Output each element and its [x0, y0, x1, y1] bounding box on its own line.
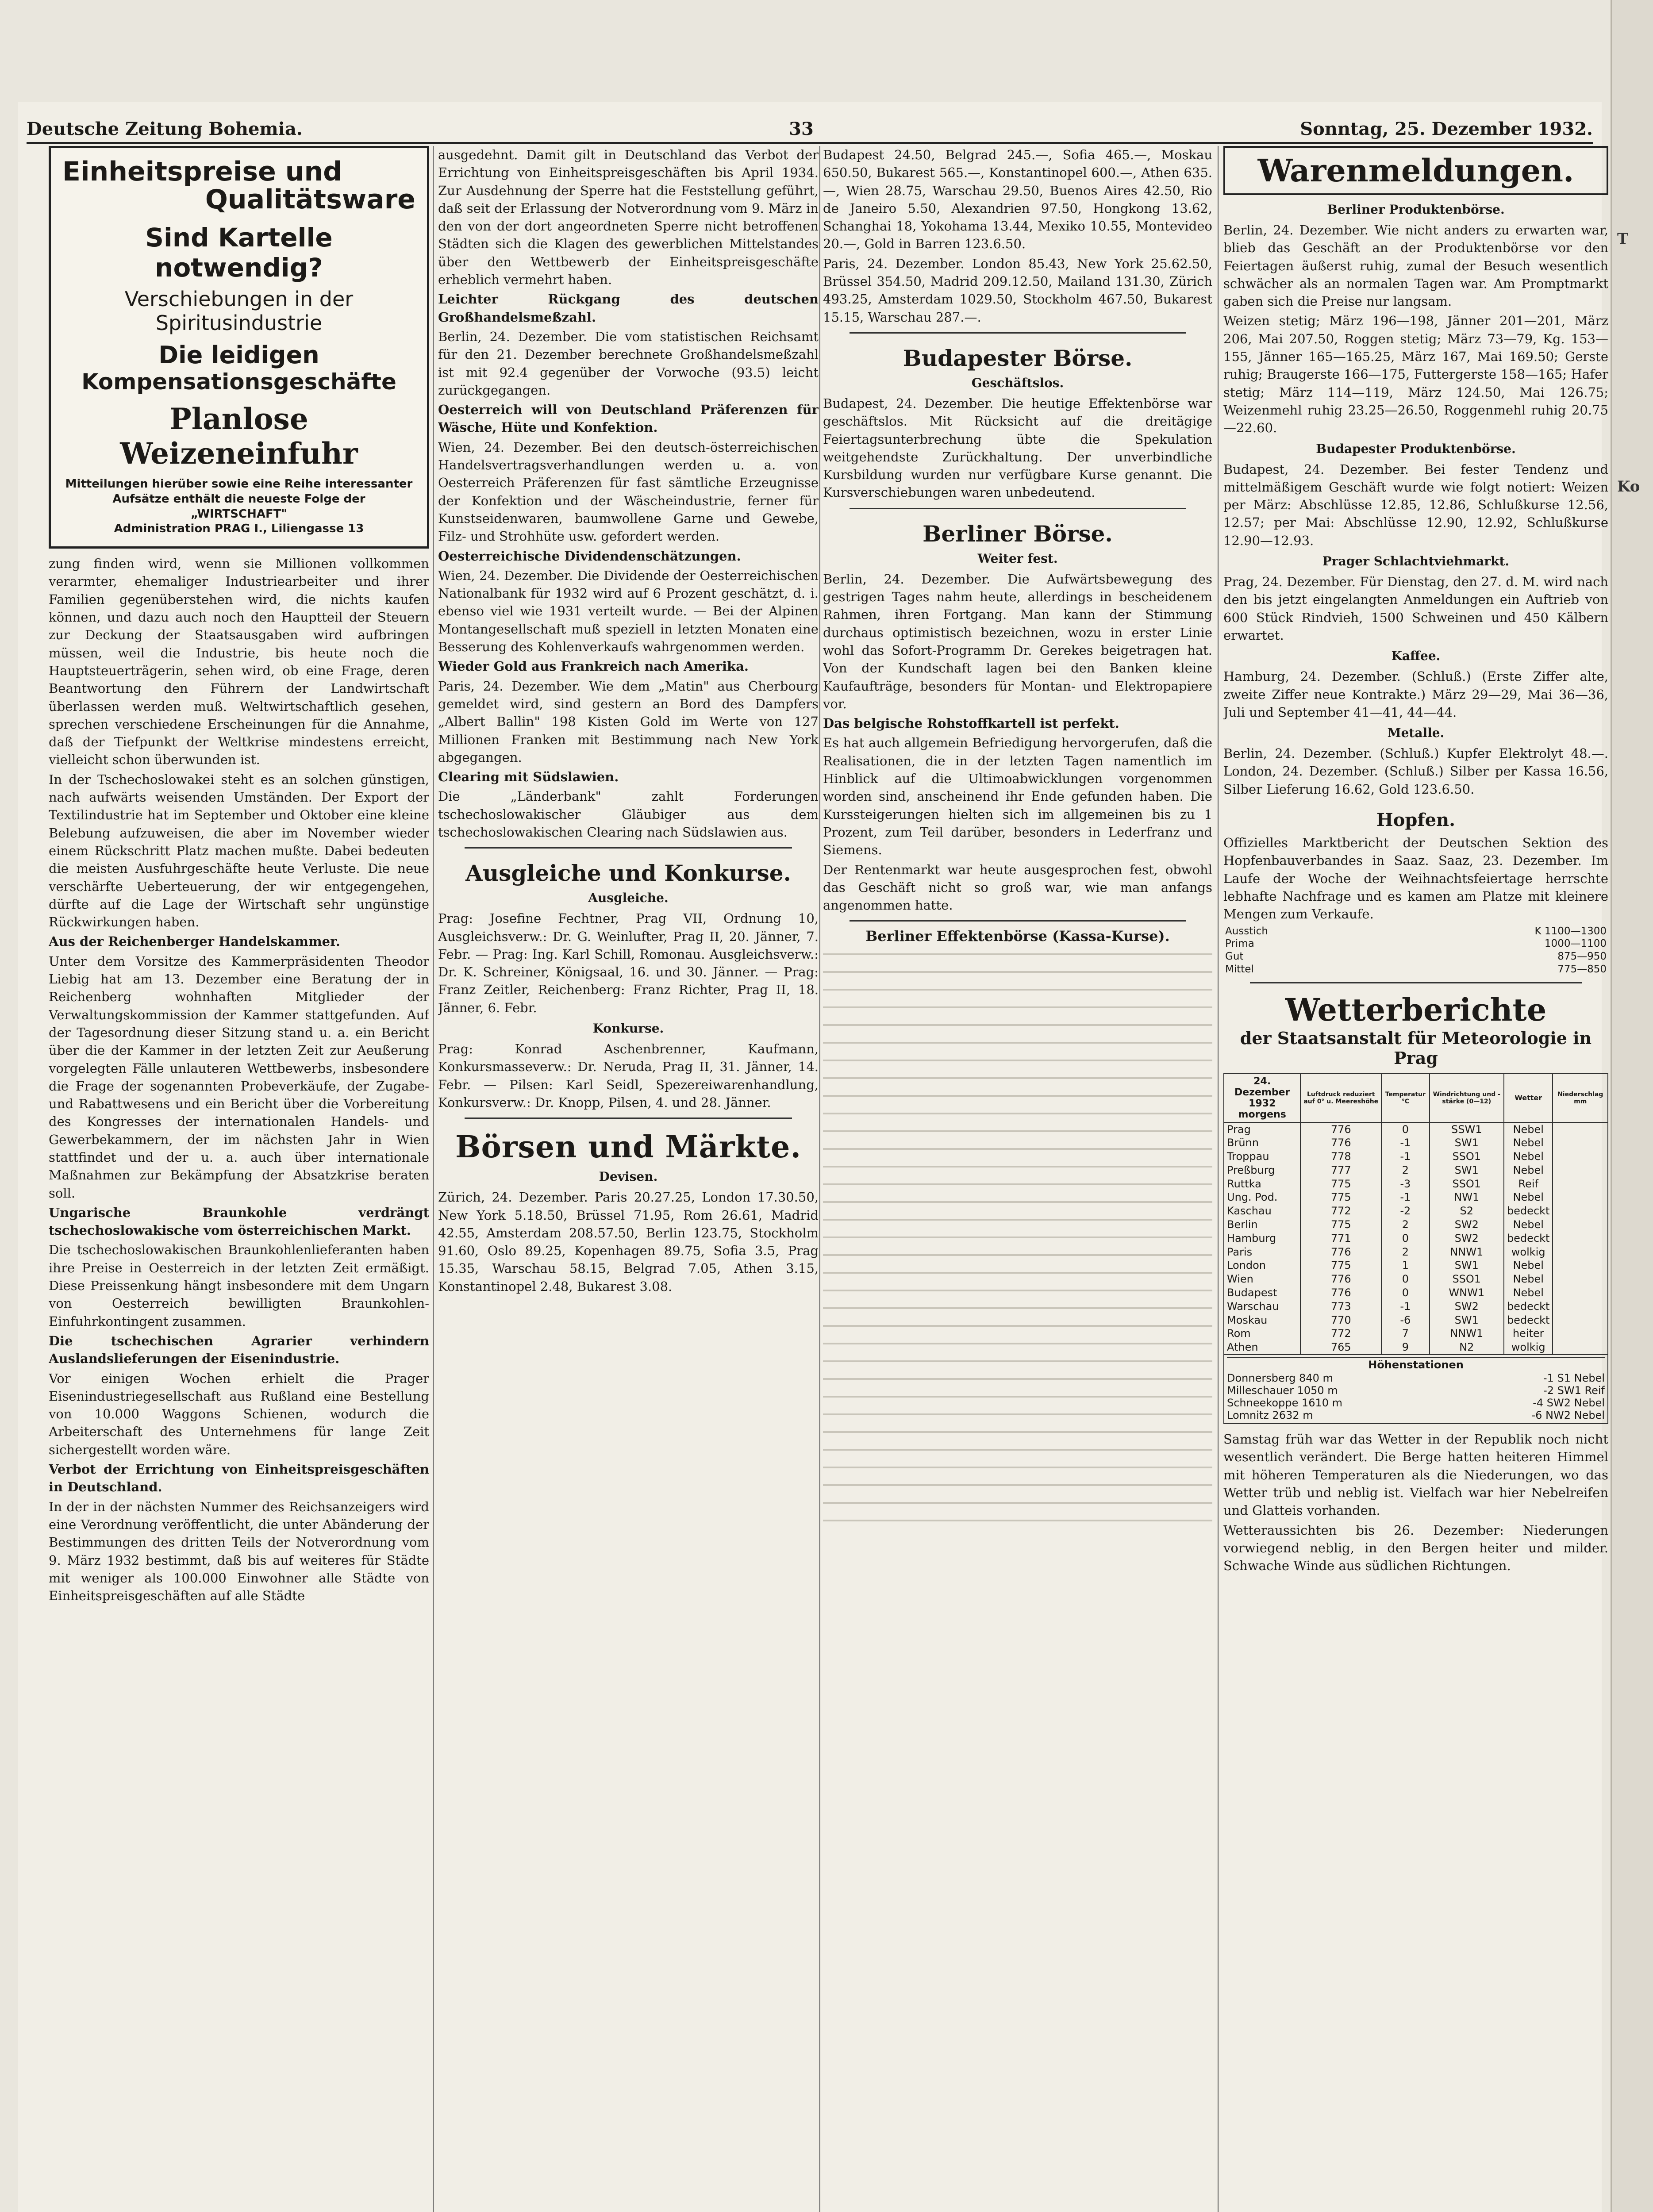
- table-row: [1224, 1272, 1608, 1286]
- weather-cell: 0: [1381, 1232, 1430, 1245]
- weather-cell: SSO1: [1430, 1150, 1504, 1164]
- subsection-heading: Kaffee.: [1391, 649, 1441, 664]
- altitude-station-cell: Lomnitz 2632 m: [1227, 1409, 1313, 1422]
- article-text: Weizen stetig; März 196—198, Jänner 201—201, März 206, Mai 207.50, Roggen stetig; März 73—79, Kg. 153—155, Jänner 165—165.25, März 167, Mai 169.50; Gerste ruhig; Braugerste 166—175, Futtergerste 158—165; Hafer stetig; März 114—119, März 124.50, Mai 126.75; Weizenmehl ruhig 23.25—26.50, Roggenmehl ruhig 20.75—22.60.: [1223, 313, 1608, 436]
- section-rule: [465, 847, 792, 849]
- subsection-heading: Berliner Produktenbörse.: [1327, 202, 1505, 217]
- weather-cell: NNW1: [1430, 1327, 1504, 1340]
- section-heading: Berliner Effektenbörse (Kassa-Kurse).: [865, 928, 1170, 945]
- table-row: [1224, 1190, 1608, 1204]
- weather-cell: -1: [1381, 1150, 1430, 1164]
- weather-cell: [1553, 1136, 1608, 1150]
- column-rule: [819, 146, 820, 2212]
- weather-cell: 772: [1300, 1204, 1381, 1218]
- altitude-stations-title: Höhenstationen: [1227, 1357, 1605, 1372]
- article-text: Prag: Konrad Aschenbrenner, Kaufmann, Konkursmasseverw.: Dr. Neruda, Prag II, 31. Jänner, 14. Febr. — Pilsen: Karl Seidl, Spezereiwarenhandlung, Konkursverw.: Dr. Knopp, Pilsen, 4. und 28. Jänner.: [438, 1041, 819, 1110]
- article-text: Paris, 24. Dezember. London 85.43, New York 25.62.50, Brüssel 354.50, Madrid 209.12.50, Mailand 131.30, Zürich 493.25, Amsterdam 1029.50, Stockholm 467.50, Bukarest 15.15, Warschau 287.—.: [823, 256, 1212, 325]
- subsection-heading: Prager Schlachtviehmarkt.: [1322, 554, 1510, 569]
- section-rule: [850, 332, 1186, 334]
- table-row: [1224, 1313, 1608, 1327]
- table-row: [1224, 1232, 1608, 1245]
- weather-cell: 772: [1300, 1327, 1381, 1340]
- weather-table: [1223, 1073, 1608, 1356]
- article-text: ausgedehnt. Damit gilt in Deutschland das Verbot der Errichtung von Einheitspreisgeschäften bis April 1934. Zur Ausdehnung der Sperre hat die Feststellung geführt, daß seit der Erlassung der Notverordnung vom 9. März in den von der dort angeordneten Sperre nicht betroffenen Städten sich die Klagen des gewerblichen Mittelstandes über den Wettbewerb der Einheitspreisgeschäfte erheblich vermehrt haben.: [438, 147, 819, 288]
- table-row: [1223, 925, 1608, 938]
- section-rule: [465, 1118, 792, 1119]
- issue-date: Sonntag, 25. Dezember 1932.: [1300, 119, 1593, 139]
- weather-cell: Troppau: [1224, 1150, 1300, 1164]
- altitude-station-cell: -4 SW2 Nebel: [1533, 1397, 1605, 1409]
- weather-col-header: Niederschlag mm: [1553, 1074, 1608, 1122]
- weather-cell: 765: [1300, 1340, 1381, 1355]
- weather-cell: NW1: [1430, 1190, 1504, 1204]
- altitude-station-cell: Schneekoppe 1610 m: [1227, 1397, 1343, 1409]
- section-heading: Berliner Börse.: [923, 520, 1113, 547]
- hop-price-cell: Gut: [1225, 951, 1244, 962]
- weather-cell: [1553, 1232, 1608, 1245]
- table-row: [1224, 1300, 1608, 1313]
- table-row: [1224, 1122, 1608, 1137]
- table-row: [1224, 1164, 1608, 1177]
- weather-cell: -3: [1381, 1177, 1430, 1191]
- weather-cell: Prag: [1224, 1122, 1300, 1137]
- table-row: [1224, 1136, 1608, 1150]
- weather-cell: SW1: [1430, 1259, 1504, 1272]
- weather-cell: 775: [1300, 1259, 1381, 1272]
- weather-cell: Wien: [1224, 1272, 1300, 1286]
- article-text: Es hat auch allgemein Befriedigung hervorgerufen, daß die Realisationen, die in der letzten Tagen namentlich im Hinblick auf die Ultimoabwicklungen vorgenommen worden sind, anscheinend ihr Ende gefunden haben. Die Kurssteigerungen hielten sich im allgemeinen bis zu 1 Prozent, zum Teil darüber, besonders in Lederfranz und Siemens.: [823, 735, 1212, 858]
- weather-cell: Ruttka: [1224, 1177, 1300, 1191]
- weather-cell: N2: [1430, 1340, 1504, 1355]
- section-heading: Börsen und Märkte.: [455, 1129, 802, 1165]
- weather-cell: [1553, 1122, 1608, 1137]
- list-item: [1227, 1384, 1605, 1397]
- weather-cell: 770: [1300, 1313, 1381, 1327]
- ad-line: Planlose Weizeneinfuhr: [120, 402, 358, 471]
- subsection-heading: Geschäftslos.: [971, 375, 1064, 390]
- weather-cell: 776: [1300, 1245, 1381, 1259]
- article-text: Die „Länderbank" zahlt Forderungen tschechoslowakischer Gläubiger aus dem tschechoslowakischen Clearing nach Südslawien aus.: [438, 789, 819, 840]
- article-heading: Wieder Gold aus Frankreich nach Amerika.: [438, 659, 749, 674]
- weather-cell: [1553, 1313, 1608, 1327]
- weather-cell: Rom: [1224, 1327, 1300, 1340]
- subsection-heading: Ausgleiche.: [588, 891, 669, 906]
- weather-cell: [1553, 1286, 1608, 1300]
- section-rule: [850, 508, 1186, 509]
- weather-cell: Berlin: [1224, 1218, 1300, 1232]
- weather-cell: -2: [1381, 1204, 1430, 1218]
- article-heading: Das belgische Rohstoffkartell ist perfekt.: [823, 716, 1119, 731]
- weather-section-subtitle: der Staatsanstalt für Meteorologie in Prag: [1240, 1028, 1592, 1068]
- list-item: [1227, 1372, 1605, 1384]
- weather-cell: 777: [1300, 1164, 1381, 1177]
- column-4: [1223, 146, 1608, 2212]
- weather-cell: NNW1: [1430, 1245, 1504, 1259]
- weather-cell: Nebel: [1504, 1286, 1553, 1300]
- page-number: 33: [789, 119, 814, 139]
- weather-cell: SW2: [1430, 1218, 1504, 1232]
- weather-cell: 776: [1300, 1272, 1381, 1286]
- weather-cell: 2: [1381, 1218, 1430, 1232]
- column-1: [49, 146, 429, 2212]
- altitude-station-cell: -2 SW1 Reif: [1543, 1384, 1605, 1397]
- article-text: Berlin, 24. Dezember. Die vom statistischen Reichsamt für den 21. Dezember berechnete Großhandelsmeßzahl ist mit 92.4 gegenüber der Vorwoche (93.5) leicht zurückgegangen.: [438, 329, 819, 398]
- weather-cell: 776: [1300, 1136, 1381, 1150]
- weather-cell: -1: [1381, 1136, 1430, 1150]
- article-text: Budapest, 24. Dezember. Bei fester Tendenz und mittelmäßigem Geschäft wurde wie folgt notiert: Weizen per März: Abschlüsse 12.85, 12.86, Schlußkurse 12.56, 12.57; per Mai: Abschlüsse 12.90, 12.92, Schlußkurse 12.90—12.93.: [1223, 461, 1608, 548]
- article-heading: Verbot der Errichtung von Einheitspreisgeschäften in Deutschland.: [49, 1462, 429, 1495]
- adjacent-page-letter: Ko: [1617, 478, 1640, 495]
- weather-cell: [1553, 1150, 1608, 1164]
- advertisement-box: [49, 146, 429, 549]
- weather-cell: [1553, 1177, 1608, 1191]
- article-text: In der in der nächsten Nummer des Reichsanzeigers wird eine Verordnung veröffentlicht, die unter Abänderung der Bestimmungen des dritten Teils der Notverordnung vom 9. März 1932 bestimmt, daß bis auf weiteres für Städte mit weniger als 100.000 Einwohner alle Städte von Einheitspreisgeschäften auf alle Städte: [49, 1499, 429, 1604]
- weather-cell: Nebel: [1504, 1136, 1553, 1150]
- article-text: Wetteraussichten bis 26. Dezember: Niederungen vorwiegend neblig, in den Bergen heiter und milder. Schwache Winde aus südlichen Richtungen.: [1223, 1522, 1608, 1574]
- article-text: Hamburg, 24. Dezember. (Schluß.) (Erste Ziffer alte, zweite Ziffer neue Kontrakte.) März 29—29, Mai 36—36, Juli und September 41—41, 44—44.: [1223, 669, 1608, 720]
- hop-price-table: [1223, 925, 1608, 976]
- weather-cell: SW1: [1430, 1164, 1504, 1177]
- weather-cell: Hamburg: [1224, 1232, 1300, 1245]
- section-heading: Ausgleiche und Konkurse.: [465, 860, 791, 887]
- table-row: [1224, 1340, 1608, 1355]
- section-heading: Budapester Börse.: [903, 345, 1133, 371]
- ad-publication: „WIRTSCHAFT": [190, 507, 288, 521]
- altitude-station-cell: -1 S1 Nebel: [1543, 1372, 1605, 1385]
- list-item: [1227, 1409, 1605, 1421]
- weather-date-header: [1224, 1074, 1300, 1122]
- weather-col-header: Luftdruck reduziert auf 0° u. Meereshöhe: [1300, 1074, 1381, 1122]
- subsection-heading: Konkurse.: [592, 1021, 664, 1036]
- weather-cell: 775: [1300, 1190, 1381, 1204]
- ad-title: Qualitätsware: [205, 184, 415, 215]
- ad-question: Sind Kartelle notwendig?: [145, 223, 333, 283]
- article-heading: Ungarische Braunkohle verdrängt tschechoslowakische vom österreichischen Markt.: [49, 1205, 429, 1238]
- weather-cell: Athen: [1224, 1340, 1300, 1355]
- weather-section-title: Wetterberichte: [1285, 991, 1547, 1028]
- subsection-heading: Budapester Produktenbörse.: [1316, 441, 1516, 456]
- weather-col-header: Temperatur °C: [1381, 1074, 1430, 1122]
- column-3: [823, 146, 1212, 2212]
- weather-cell: [1553, 1259, 1608, 1272]
- weather-cell: bedeckt: [1504, 1232, 1553, 1245]
- article-text: Berlin, 24. Dezember. Die Aufwärtsbewegung des gestrigen Tages nahm heute, allerdings in bescheidenem Rahmen, ihren Fortgang. Man kann der Stimmung durchaus optimistisch bezeichnen, wozu in erster Linie wohl das Sofort-Programm Dr. Gerekes beigetragen hat. Von der Kundschaft lagen bei den Banken kleine Kaufaufträge, besonders für Montan- und Elektropapiere vor.: [823, 571, 1212, 711]
- article-text: Paris, 24. Dezember. Wie dem „Matin" aus Cherbourg gemeldet wird, sind gestern an Bord des Dampfers „Albert Ballin" 198 Kisten Gold im Werte von 127 Millionen Franken mit Bestimmung nach New York abgegangen.: [438, 678, 819, 765]
- weather-cell: Nebel: [1504, 1259, 1553, 1272]
- weather-cell: [1553, 1327, 1608, 1340]
- hop-price-cell: 875—950: [1557, 951, 1607, 962]
- ad-title: Einheitspreise und: [62, 156, 342, 187]
- altitude-station-cell: Milleschauer 1050 m: [1227, 1384, 1338, 1397]
- column-2: [438, 146, 819, 2212]
- article-text: Der Rentenmarkt war heute ausgesprochen fest, obwohl das Geschäft nicht so groß war, wie man anfangs angenommen hatte.: [823, 862, 1212, 913]
- section-rule: [850, 920, 1186, 922]
- article-text: Die tschechoslowakischen Braunkohlenlieferanten haben ihre Preise in Oesterreich in der letzten Zeit ermäßigt. Diese Preissenkung hängt insbesondere mit dem Ungarn von Oesterreich bewilligten Braunkohlen-Einfuhrkontingent zusammen.: [49, 1242, 429, 1329]
- altitude-stations: [1223, 1355, 1608, 1424]
- section-rule: [1250, 982, 1582, 983]
- hop-price-cell: K 1100—1300: [1534, 925, 1607, 937]
- article-text: Berlin, 24. Dezember. Wie nicht anders zu erwarten war, blieb das Geschäft an der Produktenbörse vor den Feiertagen äußerst ruhig, zumal der Besuch wesentlich schwächer als an normalen Tagen war. Am Promptmarkt gaben sich die Preise nur langsam.: [1223, 223, 1608, 309]
- weather-cell: -1: [1381, 1190, 1430, 1204]
- weather-cell: Ung. Pod.: [1224, 1190, 1300, 1204]
- weather-cell: 776: [1300, 1122, 1381, 1137]
- hop-price-cell: Ausstich: [1225, 925, 1268, 937]
- weather-date: 24. Dezember 1932: [1234, 1075, 1290, 1109]
- ad-line: Kompensationsgeschäfte: [81, 369, 396, 395]
- column-rule: [433, 146, 434, 2212]
- weather-cell: London: [1224, 1259, 1300, 1272]
- weather-cell: heiter: [1504, 1327, 1553, 1340]
- table-row: [1223, 937, 1608, 950]
- table-row: [1224, 1327, 1608, 1340]
- table-row: [1223, 963, 1608, 976]
- weather-cell: SSO1: [1430, 1177, 1504, 1191]
- weather-cell: Reif: [1504, 1177, 1553, 1191]
- weather-cell: 2: [1381, 1245, 1430, 1259]
- weather-cell: [1553, 1300, 1608, 1313]
- weather-cell: 0: [1381, 1286, 1430, 1300]
- weather-cell: Nebel: [1504, 1218, 1553, 1232]
- weather-cell: 1: [1381, 1259, 1430, 1272]
- ad-small-print: Mitteilungen hierüber sowie eine Reihe interessanter Aufsätze enthält die neueste Folge der: [65, 477, 413, 506]
- weather-cell: wolkig: [1504, 1340, 1553, 1355]
- article-text: Prag, 24. Dezember. Für Dienstag, den 27. d. M. wird nach den bis jetzt eingelangten Anmeldungen ein Auftrieb von 600 Stück Rindvieh, 1500 Schweinen und 450 Kälbern erwartet.: [1223, 574, 1608, 643]
- article-heading: Aus der Reichenberger Handelskammer.: [49, 934, 340, 949]
- article-text: Budapest 24.50, Belgrad 245.—, Sofia 465.—, Moskau 650.50, Bukarest 565.—, Konstantinopel 600.—, Athen 635.—, Wien 28.75, Warschau 29.50, Buenos Aires 42.50, Rio de Janeiro 5.50, Alexandrien 97.50, Hongkong 13.62, Schanghai 18, Yokohama 13.44, Mexiko 10.55, Montevideo 20.—, Gold in Barren 123.6.50.: [823, 147, 1212, 252]
- hop-price-cell: 775—850: [1557, 963, 1607, 975]
- weather-cell: [1553, 1218, 1608, 1232]
- article-text: zung finden wird, wenn sie Millionen vollkommen verarmter, ehemaliger Industriearbeiter und ihrer Familien gegenüberstehen wird, die nichts kaufen können, und dazu auch noch den Hauptteil der Steuern zur Deckung der Staatsausgaben wird aufbringen müssen, weil die Industrie, bis heute noch die Hauptsteuerträgerin, sehen wird, ob eine Frage, deren Beantwortung den Führern der Landwirtschaft überlassen werden muß. Weltwirtschaftlich gesehen, sprechen verschiedene Erscheinungen für die Annahme, daß der Tiefpunkt der Weltkrise mindestens erreicht, vielleicht schon überwunden ist.: [49, 556, 429, 768]
- weather-cell: bedeckt: [1504, 1313, 1553, 1327]
- weather-cell: Preßburg: [1224, 1164, 1300, 1177]
- altitude-station-cell: -6 NW2 Nebel: [1531, 1409, 1605, 1422]
- weather-cell: [1553, 1340, 1608, 1355]
- stock-quotation-table: [823, 949, 1212, 1524]
- hop-price-cell: 1000—1100: [1544, 938, 1607, 950]
- weather-cell: SW1: [1430, 1136, 1504, 1150]
- article-text: Vor einigen Wochen erhielt die Prager Eisenindustriegesellschaft aus Rußland eine Bestellung von 10.000 Waggons Schienen, wodurch die Arbeiterschaft des Unternehmens für lange Zeit sichergestellt worden wäre.: [49, 1371, 429, 1457]
- article-heading: Leichter Rückgang des deutschen Großhandelsmeßzahl.: [438, 292, 819, 325]
- weather-cell: 776: [1300, 1286, 1381, 1300]
- table-row: [1224, 1150, 1608, 1164]
- table-row: [1224, 1259, 1608, 1272]
- table-row: [1224, 1245, 1608, 1259]
- weather-cell: Warschau: [1224, 1300, 1300, 1313]
- column-rule: [1218, 146, 1219, 2212]
- weather-cell: Moskau: [1224, 1313, 1300, 1327]
- weather-cell: Brünn: [1224, 1136, 1300, 1150]
- article-text: Berlin, 24. Dezember. (Schluß.) Kupfer Elektrolyt 48.—. London, 24. Dezember. (Schluß.) Silber per Kassa 16.56, Silber Lieferung 16.62, Gold 123.6.50.: [1223, 746, 1608, 797]
- article-text: Prag: Josefine Fechtner, Prag VII, Ordnung 10, Ausgleichsverw.: Dr. G. Weinlufter, Prag II, 20. Jänner, 7. Febr. — Prag: Ing. Karl Schill, Romonau. Ausgleichsverw.: Dr. K. Schreiner, Königsaal, 16. und 30. Jänner. — Prag: Franz Zeitler, Reichenberg: Franz Richter, Prag II, 18. Jänner, 6. Febr.: [438, 911, 819, 1015]
- adjacent-page-edge: [1611, 0, 1653, 2212]
- subsection-heading: Metalle.: [1387, 726, 1445, 741]
- weather-cell: Kaschau: [1224, 1204, 1300, 1218]
- weather-col-header: Wetter: [1504, 1074, 1553, 1122]
- weather-cell: bedeckt: [1504, 1204, 1553, 1218]
- weather-cell: 771: [1300, 1232, 1381, 1245]
- article-text: Samstag früh war das Wetter in der Republik noch nicht wesentlich verändert. Die Berge hatten heiteren Himmel mit höheren Temperaturen als die Niederungen, wo das Wetter trüb und neblig ist. Vielfach war hier Nebelreifen und Glatteis vorhanden.: [1223, 1432, 1608, 1518]
- weather-cell: SW1: [1430, 1313, 1504, 1327]
- weather-cell: 775: [1300, 1177, 1381, 1191]
- hop-price-cell: Mittel: [1225, 963, 1254, 975]
- weather-cell: SSW1: [1430, 1122, 1504, 1137]
- weather-cell: Budapest: [1224, 1286, 1300, 1300]
- subsection-heading: Devisen.: [599, 1169, 658, 1184]
- ad-line: Die leidigen: [158, 341, 319, 369]
- table-row: [1224, 1177, 1608, 1191]
- weather-cell: SW2: [1430, 1300, 1504, 1313]
- weather-cell: Nebel: [1504, 1164, 1553, 1177]
- weather-cell: Nebel: [1504, 1150, 1553, 1164]
- weather-cell: -6: [1381, 1313, 1430, 1327]
- weather-cell: SW2: [1430, 1232, 1504, 1245]
- altitude-station-cell: Donnersberg 840 m: [1227, 1372, 1333, 1385]
- article-heading: Oesterreichische Dividendenschätzungen.: [438, 548, 741, 564]
- weather-cell: 775: [1300, 1218, 1381, 1232]
- weather-cell: wolkig: [1504, 1245, 1553, 1259]
- ad-address: Administration PRAG I., Liliengasse 13: [114, 522, 364, 536]
- subsection-heading: Hopfen.: [1376, 810, 1456, 831]
- weather-cell: bedeckt: [1504, 1300, 1553, 1313]
- list-item: [1227, 1397, 1605, 1409]
- subsection-heading: Weiter fest.: [977, 551, 1058, 566]
- weather-col-header: Windrichtung und -stärke (0—12): [1430, 1074, 1504, 1122]
- weather-cell: -1: [1381, 1300, 1430, 1313]
- weather-cell: SSO1: [1430, 1272, 1504, 1286]
- article-text: Unter dem Vorsitze des Kammerpräsidenten Theodor Liebig hat am 13. Dezember eine Beratung der in Reichenberg wohnhaften Mitglieder der Verwaltungskommission der Kammer stattgefunden. Auf der Tagesordnung dieser Sitzung stand u. a. ein Bericht über die der Kammer in der letzten Zeit zur Aeußerung vorgelegten Fälle unlauteren Wettbewerbs, insbesondere die Frage der sogenannten Probeverkäufe, der Zugabe- und Rabattwesens und ein Bericht über die Vorbereitung des Kongresses der internationalen Handels- und Gewerbekammern, der im nächsten Jahr in Wien stattfindet und der u. a. auch über internationale Maßnahmen zur Bekämpfung der Absatzkrise beraten soll.: [49, 953, 429, 1201]
- weather-cell: [1553, 1245, 1608, 1259]
- weather-cell: [1553, 1272, 1608, 1286]
- article-text: In der Tschechoslowakei steht es an solchen günstigen, nach aufwärts weisenden Umständen. Der Export der Textilindustrie hat im September und Oktober eine kleine Belebung aufzuweisen, die aber im November wieder einem Rückschritt Platz machen mußte. Dabei bedeuten die meisten Ausfuhrgeschäfte heute Verluste. Die neue verschärfte Ueberteuerung, der wir entgegengehen, dürfte auf die Lage der Wirtschaft sehr ungünstige Rückwirkungen haben.: [49, 772, 429, 930]
- weather-cell: [1553, 1190, 1608, 1204]
- weather-cell: WNW1: [1430, 1286, 1504, 1300]
- article-text: Wien, 24. Dezember. Die Dividende der Oesterreichischen Nationalbank für 1932 wird auf 6 Prozent geschätzt, d. i. ebenso viel wie 1931 verteilt wurde. — Bei der Alpinen Montangesellschaft muß speziell in letzten Monaten eine Besserung des Kohlenverkaufs wahrgenommen werden.: [438, 568, 819, 655]
- weather-cell: Nebel: [1504, 1272, 1553, 1286]
- weather-time: morgens: [1238, 1109, 1286, 1120]
- weather-cell: 2: [1381, 1164, 1430, 1177]
- weather-cell: S2: [1430, 1204, 1504, 1218]
- table-row: [1224, 1286, 1608, 1300]
- article-text: Budapest, 24. Dezember. Die heutige Effektenbörse war geschäftslos. Mit Rücksicht auf die dreitägige Feiertagsunterbrechung übte die Spekulation weitgehendste Zurückhaltung. Der unverbindliche Kursbildung wurden nur verfügbare Kurse genannt. Die Kursverschiebungen waren unbedeutend.: [823, 396, 1212, 500]
- article-heading: Die tschechischen Agrarier verhindern Auslandslieferungen der Eisenindustrie.: [49, 1333, 429, 1367]
- hop-price-cell: Prima: [1225, 938, 1254, 950]
- article-text: Offizielles Marktbericht der Deutschen Sektion des Hopfenbauverbandes in Saaz. Saaz, 23. Dezember. Im Laufe der Woche der Weihnachtsfeiertage herrschte lebhafte Nachfrage und es kamen am Platze mit kleinere Mengen zum Verkaufe.: [1223, 835, 1608, 922]
- weather-cell: 0: [1381, 1122, 1430, 1137]
- article-heading: Clearing mit Südslawien.: [438, 769, 619, 785]
- article-text: Zürich, 24. Dezember. Paris 20.27.25, London 17.30.50, New York 5.18.50, Brüssel 71.95, Rom 26.61, Madrid 42.55, Amsterdam 208.57.50, Berlin 123.75, Stockholm 91.60, Oslo 89.25, Kopenhagen 89.75, Sofia 3.5, Prag 15.35, Warschau 58.15, Belgrad 7.05, Athen 3.15, Konstantinopel 2.48, Bukarest 3.08.: [438, 1190, 819, 1294]
- weather-cell: 778: [1300, 1150, 1381, 1164]
- table-row: [1224, 1204, 1608, 1218]
- weather-cell: 7: [1381, 1327, 1430, 1340]
- weather-cell: Paris: [1224, 1245, 1300, 1259]
- adjacent-page-letter: T: [1617, 230, 1629, 248]
- weather-cell: 773: [1300, 1300, 1381, 1313]
- ad-line: Verschiebungen in der Spiritusindustrie: [124, 287, 354, 335]
- table-row: [1223, 950, 1608, 963]
- weather-cell: [1553, 1164, 1608, 1177]
- weather-cell: [1553, 1204, 1608, 1218]
- weather-cell: Nebel: [1504, 1122, 1553, 1137]
- weather-cell: 0: [1381, 1272, 1430, 1286]
- article-text: Wien, 24. Dezember. Bei den deutsch-österreichischen Handelsvertragsverhandlungen werden u. a. von Oesterreich Präferenzen für fast sämtliche Erzeugnisse der Konfektion und der Wäscheindustrie, ferner für Kunstseidenwaren, baumwollene Garne und Gewebe, Filz- und Strohhüte usw. gefordert werden.: [438, 439, 819, 544]
- table-row: [1224, 1218, 1608, 1232]
- section-title-box: Warenmeldungen.: [1223, 146, 1608, 195]
- newspaper-name: Deutsche Zeitung Bohemia.: [27, 119, 303, 139]
- weather-cell: Nebel: [1504, 1190, 1553, 1204]
- weather-cell: 9: [1381, 1340, 1430, 1355]
- article-heading: Oesterreich will von Deutschland Präferenzen für Wäsche, Hüte und Konfektion.: [438, 402, 819, 435]
- running-head: [27, 113, 1593, 144]
